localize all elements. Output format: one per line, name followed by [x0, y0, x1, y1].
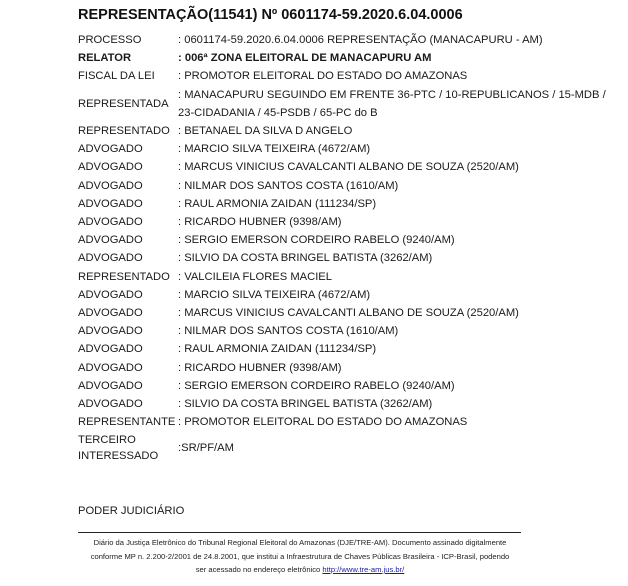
value-text: NILMAR DOS SANTOS COSTA (1610/AM)	[184, 325, 399, 338]
party-role-value	[178, 31, 618, 49]
party-row	[78, 158, 618, 176]
party-role-value	[178, 67, 618, 85]
party-role-value	[178, 158, 618, 176]
party-role-value	[178, 413, 618, 431]
party-role-value	[178, 140, 618, 158]
party-role-value	[178, 49, 618, 67]
footer-divider	[78, 532, 521, 533]
footer-organization: PODER JUDICIÁRIO	[78, 505, 185, 518]
value-text: 006ª ZONA ELEITORAL DE MANACAPURU AM	[184, 52, 432, 65]
party-row	[78, 195, 618, 213]
party-row	[78, 413, 618, 431]
party-role-label: REPRESENTANTE	[78, 416, 176, 429]
value-text: MARCUS VINICIUS CAVALCANTI ALBANO DE SOUZA (2520/AM)	[184, 161, 519, 174]
value-text: RICARDO HUBNER (9398/AM)	[184, 216, 342, 229]
separator: :	[178, 343, 185, 356]
value-text: RICARDO HUBNER (9398/AM)	[184, 361, 342, 374]
party-row	[78, 177, 618, 195]
party-role-value	[178, 359, 618, 377]
value-text: SILVIO DA COSTA BRINGEL BATISTA (3262/AM)	[184, 252, 433, 265]
separator: :	[178, 325, 185, 338]
separator: :	[178, 361, 185, 374]
value-text: MANACAPURU SEGUINDO EM FRENTE 36-PTC / 10-REPUBLICANOS / 15-MDB / 23-CIDADANIA / 45-PSDB / 65-PC do B	[178, 88, 606, 119]
separator: :	[178, 307, 185, 320]
value-text: SILVIO DA COSTA BRINGEL BATISTA (3262/AM)	[184, 398, 433, 411]
value-text: SERGIO EMERSON CORDEIRO RABELO (9240/AM)	[184, 234, 455, 247]
party-row	[78, 286, 618, 304]
separator: :	[178, 234, 185, 247]
separator: :	[178, 379, 185, 392]
party-row	[78, 322, 618, 340]
tre-am-link[interactable]: http://www.tre-am.jus.br/	[322, 565, 405, 575]
party-role-label: FISCAL DA LEI	[78, 70, 155, 83]
footer-note	[70, 536, 530, 576]
value-text: 0601174-59.2020.6.04.0006 REPRESENTAÇÃO (MANACAPURU - AM)	[184, 34, 543, 46]
value-text: RAUL ARMONIA ZAIDAN (111234/SP)	[184, 197, 377, 210]
party-role-label: ADVOGADO	[78, 161, 143, 174]
party-role-label: ADVOGADO	[78, 361, 143, 374]
separator: :	[178, 288, 185, 301]
party-role-label: ADVOGADO	[78, 343, 143, 356]
party-role-value	[178, 304, 618, 322]
party-role-label: ADVOGADO	[78, 307, 143, 320]
separator: :	[178, 416, 185, 429]
value-text: SR/PF/AM	[181, 441, 234, 454]
party-row	[78, 377, 618, 395]
value-text: SERGIO EMERSON CORDEIRO RABELO (9240/AM)	[184, 379, 455, 392]
party-role-value	[178, 231, 618, 249]
document-title: REPRESENTAÇÃO(11541) Nº 0601174-59.2020.6.04.0006	[78, 7, 463, 23]
value-text: MARCIO SILVA TEIXEIRA (4672/AM)	[184, 288, 371, 301]
party-role-label: ADVOGADO	[78, 325, 143, 338]
party-row	[78, 140, 618, 158]
value-text: MARCIO SILVA TEIXEIRA (4672/AM)	[184, 143, 371, 156]
footer-note-line-2: conforme MP n. 2.200-2/2001 de 24.8.2001, que institui a Infraestrutura de Chaves Públicas Brasileira - ICP-Brasil, podendo	[90, 551, 510, 561]
separator: :	[178, 441, 182, 454]
party-row	[78, 249, 618, 267]
value-text: PROMOTOR ELEITORAL DO ESTADO DO AMAZONAS	[184, 416, 468, 429]
party-row	[78, 231, 618, 249]
party-role-value	[178, 322, 618, 340]
separator: :	[178, 88, 185, 101]
party-row	[78, 49, 618, 67]
footer-note-line-3: ser acessado no endereço eletrônico	[195, 565, 321, 575]
separator: :	[178, 70, 185, 83]
party-role-label: ADVOGADO	[78, 179, 143, 192]
separator: :	[178, 216, 185, 229]
party-role-value	[178, 377, 618, 395]
value-text: VALCILEIA FLORES MACIEL	[184, 270, 332, 283]
party-role-label: TERCEIRO INTERESSADO	[78, 434, 159, 463]
party-role-label: ADVOGADO	[78, 398, 143, 411]
separator: :	[178, 143, 185, 156]
party-role-value	[178, 195, 618, 213]
party-row	[78, 395, 618, 413]
separator: :	[178, 179, 185, 192]
value-text: BETANAEL DA SILVA D ANGELO	[184, 125, 353, 138]
footer-note-line-1: Diário da Justiça Eletrônico do Tribunal Regional Eleitoral do Amazonas (DJE/TRE-AM). Documento assinado digitalmente	[93, 538, 507, 548]
party-role-value	[178, 395, 618, 413]
value-text: NILMAR DOS SANTOS COSTA (1610/AM)	[184, 179, 399, 192]
party-list	[78, 31, 618, 464]
separator: :	[178, 161, 185, 174]
party-row	[78, 268, 618, 286]
value-text: RAUL ARMONIA ZAIDAN (111234/SP)	[184, 343, 377, 356]
party-row	[78, 213, 618, 231]
separator: :	[178, 252, 185, 265]
party-role-label: ADVOGADO	[78, 197, 143, 210]
party-row	[78, 31, 618, 49]
party-role-label: PROCESSO	[78, 34, 142, 46]
party-row	[78, 431, 618, 464]
separator: :	[178, 125, 185, 138]
party-role-label: ADVOGADO	[78, 379, 143, 392]
party-row	[78, 122, 618, 140]
party-role-label: REPRESENTADO	[78, 270, 170, 283]
party-row	[78, 67, 618, 85]
party-role-value	[178, 213, 618, 231]
party-role-label: ADVOGADO	[78, 143, 143, 156]
value-text: PROMOTOR ELEITORAL DO ESTADO DO AMAZONAS	[184, 70, 468, 83]
party-role-value	[178, 268, 618, 286]
party-role-label: ADVOGADO	[78, 288, 143, 301]
party-row	[78, 86, 618, 122]
party-role-value	[178, 122, 618, 140]
party-role-value	[178, 340, 618, 358]
party-role-label: ADVOGADO	[78, 252, 143, 265]
separator: :	[178, 398, 185, 411]
party-role-label: RELATOR	[78, 52, 132, 65]
separator: :	[178, 270, 185, 283]
party-role-value	[178, 177, 618, 195]
party-role-value	[178, 86, 618, 122]
party-role-value	[178, 431, 618, 464]
party-role-label: REPRESENTADO	[78, 125, 170, 138]
party-role-value	[178, 286, 618, 304]
party-row	[78, 304, 618, 322]
separator: :	[178, 52, 185, 65]
party-role-label: ADVOGADO	[78, 234, 143, 247]
value-text: MARCUS VINICIUS CAVALCANTI ALBANO DE SOUZA (2520/AM)	[184, 307, 519, 320]
separator: :	[178, 34, 185, 46]
party-row	[78, 340, 618, 358]
party-role-label: REPRESENTADA	[78, 97, 169, 110]
party-role-value	[178, 249, 618, 267]
separator: :	[178, 197, 185, 210]
party-row	[78, 359, 618, 377]
party-role-label: ADVOGADO	[78, 216, 143, 229]
